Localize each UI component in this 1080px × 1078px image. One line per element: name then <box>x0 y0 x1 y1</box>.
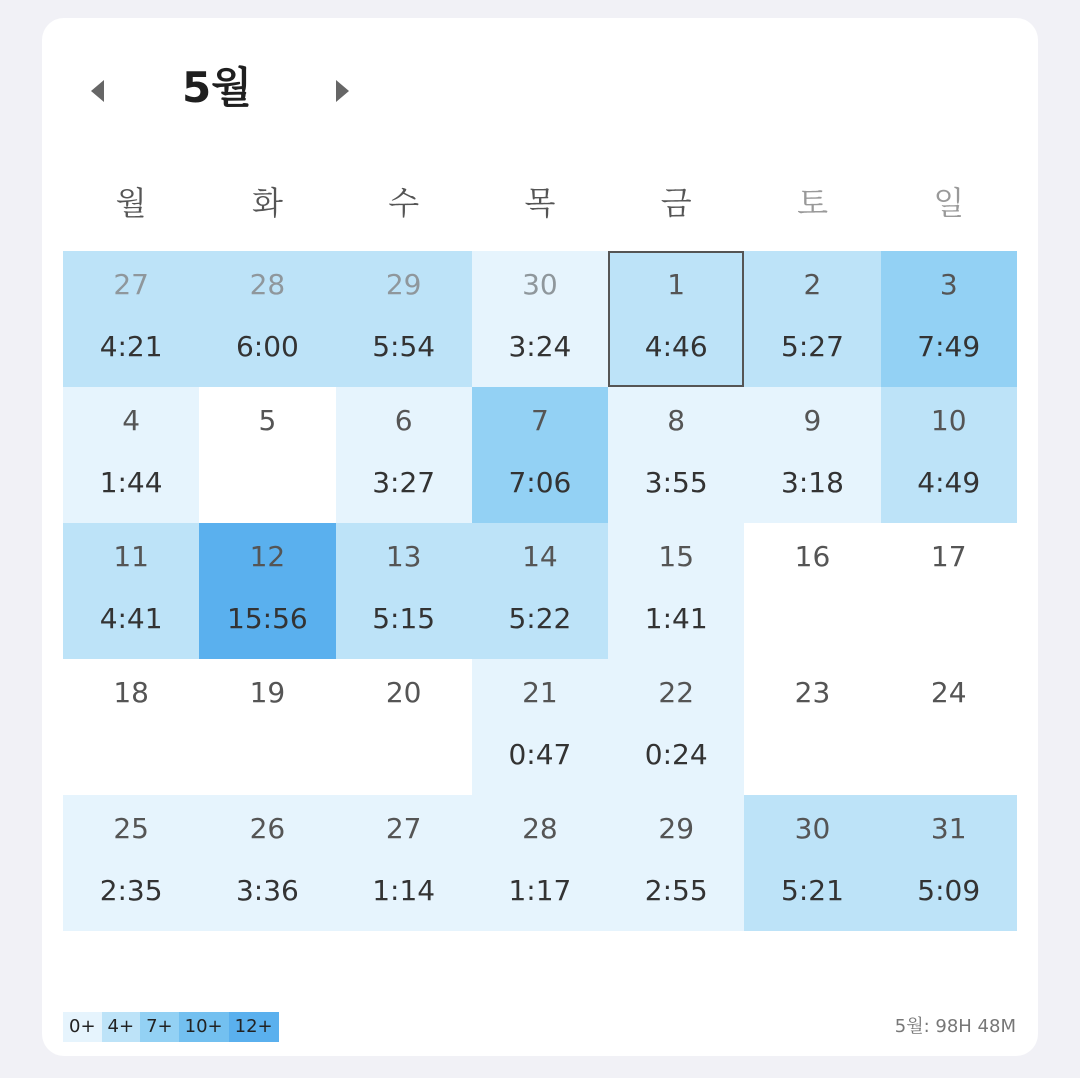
triangle-left-icon <box>84 76 114 106</box>
day-number: 25 <box>113 812 149 845</box>
day-number: 22 <box>658 676 695 709</box>
day-duration: 6:00 <box>235 330 299 363</box>
day-number: 30 <box>794 812 831 845</box>
calendar-day[interactable] <box>63 795 199 931</box>
day-duration: 5:21 <box>781 874 844 907</box>
calendar-day[interactable] <box>336 387 472 523</box>
calendar-header <box>42 18 1038 158</box>
calendar-day[interactable] <box>881 659 1017 795</box>
weekday-label: 목 <box>524 184 556 222</box>
calendar-day[interactable] <box>744 523 880 659</box>
day-number: 9 <box>803 404 822 437</box>
day-number: 3 <box>939 268 958 301</box>
day-number: 28 <box>249 268 286 301</box>
weekday-label: 월 <box>115 184 147 222</box>
legend-item: 4+ <box>102 1012 141 1042</box>
day-number: 23 <box>794 676 831 709</box>
calendar-day[interactable] <box>608 387 744 523</box>
day-duration: 1:44 <box>99 466 163 499</box>
day-duration: 2:35 <box>99 874 163 907</box>
day-number: 27 <box>385 812 422 845</box>
calendar-day[interactable] <box>744 659 880 795</box>
day-number: 5 <box>258 404 277 437</box>
day-number: 21 <box>522 676 558 709</box>
day-number: 2 <box>803 268 822 301</box>
day-number: 12 <box>249 540 286 573</box>
day-number: 27 <box>113 268 149 301</box>
calendar-day[interactable] <box>881 523 1017 659</box>
day-number: 4 <box>122 404 141 437</box>
day-number: 31 <box>930 812 967 845</box>
day-duration: 0:24 <box>644 738 708 771</box>
calendar-day[interactable] <box>199 523 335 659</box>
calendar-day[interactable] <box>472 387 608 523</box>
day-duration: 5:15 <box>372 602 436 635</box>
legend-item: 0+ <box>63 1012 102 1042</box>
day-number: 15 <box>658 540 695 573</box>
day-duration: 4:49 <box>917 466 981 499</box>
calendar-day[interactable] <box>63 523 199 659</box>
day-duration: 0:47 <box>508 738 572 771</box>
day-number: 8 <box>667 404 686 437</box>
day-number: 19 <box>249 676 286 709</box>
day-duration: 4:21 <box>99 330 163 363</box>
day-duration: 7:06 <box>508 466 572 499</box>
day-duration: 3:24 <box>508 330 572 363</box>
day-duration: 7:49 <box>917 330 981 363</box>
day-duration: 1:17 <box>508 874 572 907</box>
day-duration: 1:41 <box>644 602 708 635</box>
day-number: 14 <box>522 540 558 573</box>
day-number: 18 <box>113 676 149 709</box>
day-duration: 3:36 <box>235 874 299 907</box>
day-number: 7 <box>531 404 549 437</box>
calendar-card <box>42 18 1038 1056</box>
prev-month-button[interactable] <box>84 76 114 106</box>
calendar-day[interactable] <box>608 795 744 931</box>
weekday-label: 토 <box>797 184 828 222</box>
day-duration: 3:18 <box>781 466 844 499</box>
calendar-day[interactable] <box>744 795 880 931</box>
day-duration: 5:22 <box>508 602 572 635</box>
day-number: 20 <box>385 676 422 709</box>
day-number: 1 <box>667 268 686 301</box>
calendar-day[interactable] <box>63 387 199 523</box>
day-duration: 1:14 <box>372 874 436 907</box>
day-duration: 2:55 <box>644 874 708 907</box>
day-duration: 5:54 <box>372 330 436 363</box>
day-duration: 4:41 <box>99 602 163 635</box>
day-number: 30 <box>522 268 558 301</box>
day-number: 26 <box>249 812 286 845</box>
calendar-day[interactable] <box>472 795 608 931</box>
calendar-day[interactable] <box>608 659 744 795</box>
day-number: 24 <box>930 676 967 709</box>
calendar-day[interactable] <box>881 251 1017 387</box>
calendar-day[interactable] <box>336 523 472 659</box>
day-number: 11 <box>113 540 149 573</box>
calendar-day[interactable] <box>881 795 1017 931</box>
calendar-day[interactable] <box>199 795 335 931</box>
calendar-day[interactable] <box>472 523 608 659</box>
calendar-day[interactable] <box>199 251 335 387</box>
weekday-row <box>63 168 1017 238</box>
weekday-label: 금 <box>660 184 692 222</box>
weekday-label: 화 <box>251 184 283 222</box>
day-duration: 3:55 <box>644 466 708 499</box>
monthly-summary: 5월: 98H 48M <box>894 1016 1016 1037</box>
calendar-day[interactable] <box>472 659 608 795</box>
calendar-day[interactable] <box>336 795 472 931</box>
legend <box>63 1012 279 1042</box>
calendar-day[interactable] <box>199 659 335 795</box>
calendar-day[interactable] <box>881 387 1017 523</box>
calendar-day[interactable] <box>63 251 199 387</box>
day-number: 29 <box>385 268 422 301</box>
next-month-button[interactable] <box>326 76 356 106</box>
day-number: 13 <box>385 540 422 573</box>
day-number: 10 <box>930 404 967 437</box>
calendar-day[interactable] <box>744 251 880 387</box>
day-number: 28 <box>522 812 558 845</box>
triangle-right-icon <box>326 76 356 106</box>
day-duration: 5:27 <box>781 330 844 363</box>
legend-item: 10+ <box>179 1012 229 1042</box>
calendar-day[interactable] <box>608 523 744 659</box>
day-duration: 5:09 <box>917 874 981 907</box>
day-number: 17 <box>930 540 967 573</box>
month-title: 5월 <box>182 63 252 112</box>
day-duration: 4:46 <box>644 330 708 363</box>
legend-item: 7+ <box>140 1012 179 1042</box>
calendar-day[interactable] <box>199 387 335 523</box>
calendar-day[interactable] <box>336 659 472 795</box>
day-number: 16 <box>794 540 831 573</box>
day-number: 6 <box>394 404 413 437</box>
day-duration: 3:27 <box>372 466 436 499</box>
weekday-label: 일 <box>933 184 965 222</box>
calendar-grid <box>63 251 1017 931</box>
calendar-day[interactable] <box>472 251 608 387</box>
calendar-day[interactable] <box>63 659 199 795</box>
calendar-day[interactable] <box>336 251 472 387</box>
calendar-day[interactable] <box>744 387 880 523</box>
day-duration: 15:56 <box>227 602 308 635</box>
day-number: 29 <box>658 812 695 845</box>
calendar-day-today[interactable] <box>608 251 744 387</box>
weekday-label: 수 <box>388 184 420 222</box>
legend-item: 12+ <box>229 1012 279 1042</box>
